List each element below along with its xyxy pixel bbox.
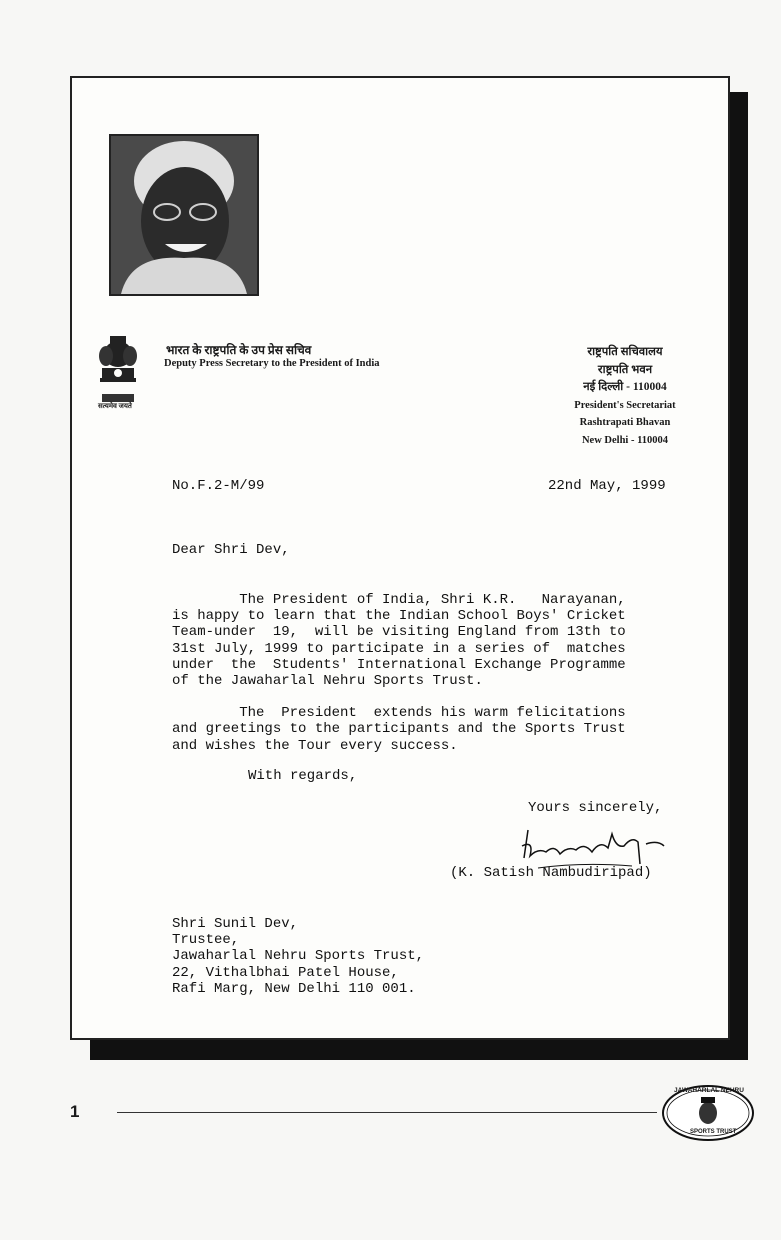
address-line: President's Secretariat <box>574 399 676 411</box>
hindi-office-title: भारत के राष्ट्रपति के उप प्रेस सचिव <box>166 343 312 357</box>
logo-bottom-text: SPORTS TRUST <box>690 1129 737 1135</box>
recipient-line: Shri Sunil Dev, <box>172 916 299 932</box>
body-line: The President of India, Shri K.R. Narayanan, <box>172 592 626 608</box>
closing: Yours sincerely, <box>528 800 663 816</box>
sports-trust-logo <box>660 1083 756 1143</box>
logo-top-text: JAWAHARLAL NEHRU <box>674 1087 744 1094</box>
address-line: राष्ट्रपति सचिवालय <box>587 346 663 358</box>
english-office-title: Deputy Press Secretary to the President of India <box>164 358 380 369</box>
body-line: The President extends his warm felicitations <box>172 705 626 722</box>
recipient-line: Trustee, <box>172 932 240 949</box>
address-line: New Delhi - 110004 <box>581 434 669 446</box>
page-number: 1 <box>70 1102 80 1121</box>
regards: With regards, <box>248 768 358 784</box>
body-line: is happy to learn that the Indian School Boys' Cricket <box>172 608 626 625</box>
recipient-address <box>172 916 424 997</box>
address-line: राष्ट्रपति भवन <box>597 363 653 376</box>
address-line: नई दिल्ली - 110004 <box>583 381 667 393</box>
body-line: Team-under 19, will be visiting England from 13th to <box>172 624 626 641</box>
president-portrait <box>109 134 259 296</box>
footer-divider <box>117 1112 657 1113</box>
letter-page <box>70 76 730 1040</box>
body-line: under the Students' International Exchange Programme <box>172 656 626 673</box>
signatory-name: (K. Satish Nambudiripad) <box>450 865 652 881</box>
letter-date: 22nd May, 1999 <box>548 478 666 494</box>
letter-body <box>172 592 626 754</box>
secretariat-address <box>550 344 700 449</box>
body-line: of the Jawaharlal Nehru Sports Trust. <box>172 673 483 690</box>
address-line: Rashtrapati Bhavan <box>579 417 671 428</box>
recipient-line: Rafi Marg, New Delhi 110 001. <box>172 980 416 997</box>
salutation: Dear Shri Dev, <box>172 542 290 558</box>
emblem-motto: सत्यमेव जयते <box>98 402 132 410</box>
reference-number: No.F.2-M/99 <box>172 478 265 494</box>
body-line: and wishes the Tour every success. <box>172 737 458 754</box>
recipient-line: Jawaharlal Nehru Sports Trust, <box>172 948 425 965</box>
body-line: and greetings to the participants and the Sports Trust <box>172 721 626 738</box>
recipient-line: 22, Vithalbhai Patel House, <box>172 964 399 981</box>
body-line: 31st July, 1999 to participate in a series of matches <box>172 640 626 657</box>
